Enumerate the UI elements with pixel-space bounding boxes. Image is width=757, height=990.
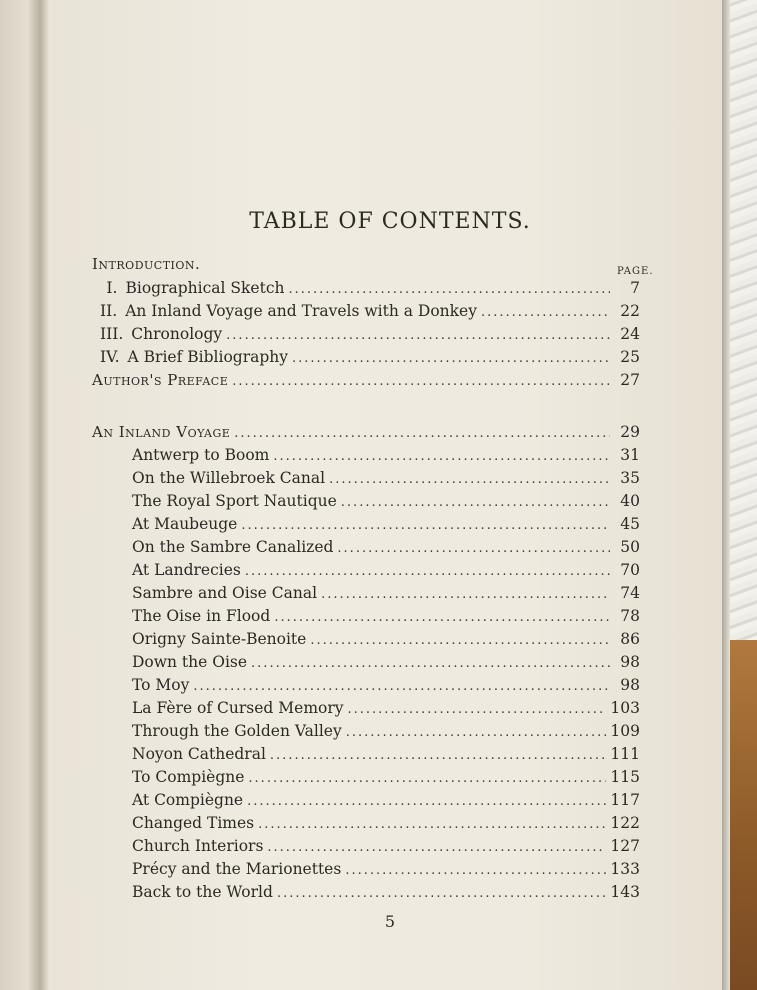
toc-chapter[interactable] <box>132 492 640 514</box>
page-title: TABLE OF CONTENTS. <box>249 209 531 234</box>
toc-chapter[interactable] <box>132 469 640 491</box>
chapter-label: The Royal Sport Nautique <box>132 492 337 510</box>
chapter-page: 127 <box>610 837 640 855</box>
chapter-page: 122 <box>610 814 640 832</box>
toc-chapter[interactable] <box>132 653 640 675</box>
chapter-label: To Moy <box>132 676 190 694</box>
entry-page: 25 <box>620 348 640 366</box>
toc-entry[interactable] <box>100 279 640 301</box>
toc-chapter[interactable] <box>132 584 640 606</box>
chapter-label: La Fère of Cursed Memory <box>132 699 344 717</box>
chapter-page: 50 <box>620 538 640 556</box>
entry-number: IV. <box>100 348 120 366</box>
chapter-page: 98 <box>620 653 640 671</box>
chapter-label: Back to the World <box>132 883 273 901</box>
leader-dots <box>277 886 606 901</box>
introduction-heading: Introduction. <box>92 255 201 273</box>
leader-dots <box>247 794 606 809</box>
chapter-page: 31 <box>620 446 640 464</box>
leader-dots <box>345 863 606 878</box>
leader-dots <box>248 771 606 786</box>
page-number: 5 <box>384 912 396 931</box>
chapter-label: Sambre and Oise Canal <box>132 584 318 602</box>
chapter-page: 74 <box>620 584 640 602</box>
entry-page: 24 <box>620 325 640 343</box>
chapter-label: At Compiègne <box>132 791 244 809</box>
toc-entry[interactable] <box>100 348 640 370</box>
toc-chapter[interactable] <box>132 837 640 859</box>
chapter-page: 143 <box>610 883 640 901</box>
leader-dots <box>310 633 610 648</box>
page-column-heading: PAGE. <box>617 266 654 277</box>
entry-page: 29 <box>620 423 640 441</box>
chapter-label: Changed Times <box>132 814 255 832</box>
leader-dots <box>329 472 610 487</box>
toc-chapter[interactable] <box>132 722 640 744</box>
entry-number: II. <box>100 302 118 320</box>
entry-number: III. <box>100 325 124 343</box>
toc-chapter[interactable] <box>132 630 640 652</box>
toc-chapter[interactable] <box>132 561 640 583</box>
chapter-label: Antwerp to Boom <box>132 446 270 464</box>
toc-chapter[interactable] <box>132 607 640 629</box>
leader-dots <box>273 449 610 464</box>
leader-dots <box>337 541 610 556</box>
leader-dots <box>193 679 610 694</box>
leader-dots <box>292 351 610 366</box>
chapter-label: Précy and the Marionettes <box>132 860 342 878</box>
leader-dots <box>258 817 606 832</box>
chapter-page: 40 <box>620 492 640 510</box>
entry-label: Chronology <box>131 325 223 343</box>
chapter-label: Noyon Cathedral <box>132 745 266 763</box>
leader-dots <box>274 610 610 625</box>
toc-chapter[interactable] <box>132 745 640 767</box>
book-page <box>50 0 730 990</box>
toc-entry-preface[interactable] <box>92 371 640 393</box>
chapter-label: At Landrecies <box>132 561 241 579</box>
toc-entry-inland-voyage[interactable] <box>92 423 640 445</box>
leader-dots <box>232 374 610 389</box>
chapter-label: On the Willebroek Canal <box>132 469 326 487</box>
leader-dots <box>241 518 610 533</box>
entry-page: 22 <box>620 302 640 320</box>
leader-dots <box>226 328 610 343</box>
toc-chapter[interactable] <box>132 791 640 813</box>
toc-chapter[interactable] <box>132 538 640 560</box>
chapter-page: 98 <box>620 676 640 694</box>
leader-dots <box>321 587 610 602</box>
chapter-label: The Oise in Flood <box>132 607 271 625</box>
chapter-page: 109 <box>610 722 640 740</box>
chapter-label: To Compiègne <box>132 768 245 786</box>
chapter-label: On the Sambre Canalized <box>132 538 334 556</box>
leader-dots <box>348 702 607 717</box>
chapter-page: 45 <box>620 515 640 533</box>
entry-label: An Inland Voyage and Travels with a Donkey <box>125 302 477 320</box>
toc-chapter[interactable] <box>132 768 640 790</box>
toc-chapter[interactable] <box>132 699 640 721</box>
leader-dots <box>346 725 607 740</box>
leader-dots <box>251 656 610 671</box>
chapter-page: 103 <box>610 699 640 717</box>
toc-chapter[interactable] <box>132 515 640 537</box>
entry-number: I. <box>106 279 118 297</box>
page-edge-shadow <box>722 0 730 990</box>
leader-dots <box>245 564 610 579</box>
leader-dots <box>267 840 606 855</box>
entry-page: 7 <box>630 279 640 297</box>
chapter-label: Through the Golden Valley <box>132 722 342 740</box>
chapter-label: Down the Oise <box>132 653 248 671</box>
chapter-label: Church Interiors <box>132 837 264 855</box>
chapter-page: 78 <box>620 607 640 625</box>
toc-chapter[interactable] <box>132 883 640 905</box>
entry-label: An Inland Voyage <box>92 423 231 441</box>
entry-label: Biographical Sketch <box>125 279 285 297</box>
chapter-label: Origny Sainte-Benoite <box>132 630 307 648</box>
chapter-page: 115 <box>610 768 640 786</box>
toc-chapter[interactable] <box>132 446 640 468</box>
toc-entry[interactable] <box>100 325 640 347</box>
leader-dots <box>481 305 610 320</box>
chapter-page: 117 <box>610 791 640 809</box>
chapter-page: 35 <box>620 469 640 487</box>
leader-dots <box>341 495 610 510</box>
leader-dots <box>234 426 610 441</box>
left-page-edge <box>0 0 50 990</box>
chapter-page: 111 <box>610 745 640 763</box>
toc-entry[interactable] <box>100 302 640 324</box>
chapter-page: 70 <box>620 561 640 579</box>
toc-chapter[interactable] <box>132 676 640 698</box>
toc-chapter[interactable] <box>132 814 640 836</box>
entry-label: Author's Preface <box>92 371 229 389</box>
chapter-label: At Maubeuge <box>132 515 238 533</box>
leader-dots <box>288 282 610 297</box>
chapter-page: 133 <box>610 860 640 878</box>
entry-page: 27 <box>620 371 640 389</box>
leader-dots <box>270 748 606 763</box>
toc-chapter[interactable] <box>132 860 640 882</box>
chapter-page: 86 <box>620 630 640 648</box>
entry-label: A Brief Bibliography <box>127 348 289 366</box>
